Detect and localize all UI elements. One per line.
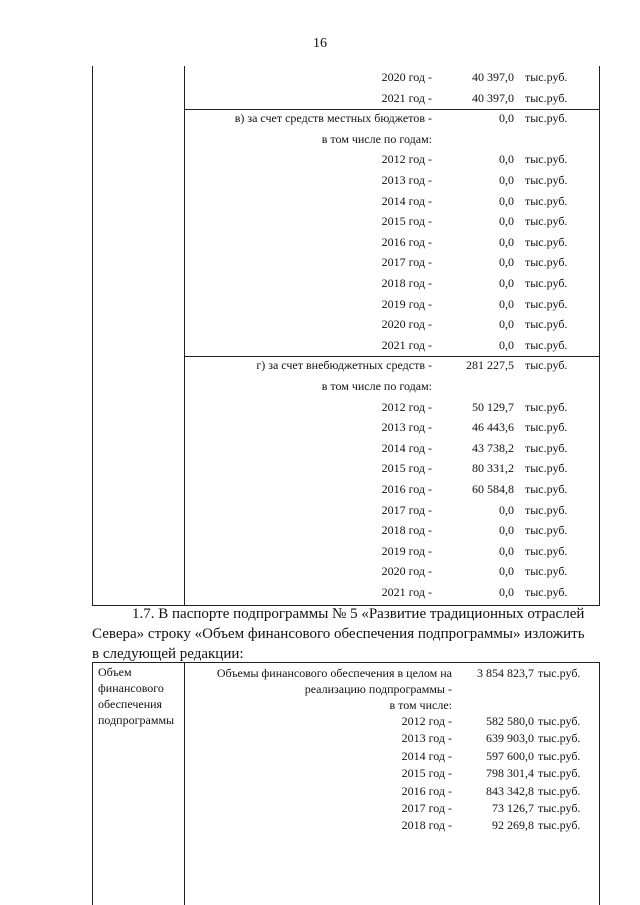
row-unit: тыс.руб. xyxy=(525,317,568,332)
row-value: 0,0 xyxy=(499,564,514,579)
row-unit: тыс.руб. xyxy=(525,193,568,208)
row-unit: тыс.руб. xyxy=(525,337,568,352)
table-row xyxy=(92,582,600,602)
amendment-paragraph xyxy=(92,604,600,664)
table-row xyxy=(92,713,600,730)
row-value: 0,0 xyxy=(499,193,514,208)
row-unit: тыс.руб. xyxy=(525,358,568,373)
row-unit: тыс.руб. xyxy=(538,801,581,815)
row-label: 2014 год - xyxy=(381,193,432,208)
row-unit: тыс.руб. xyxy=(525,440,568,455)
row-unit: тыс.руб. xyxy=(525,173,568,187)
row-unit: тыс.руб. xyxy=(525,564,568,579)
row-label: 2015 год - xyxy=(381,214,432,229)
row-unit: тыс.руб. xyxy=(525,214,568,229)
row-unit: тыс.руб. xyxy=(525,90,568,105)
total-value: 3 854 823,7 xyxy=(477,666,534,680)
table-row xyxy=(92,397,600,417)
table-row xyxy=(92,730,600,747)
row-unit: тыс.руб. xyxy=(525,420,568,435)
row-unit: тыс.руб. xyxy=(525,276,568,290)
row-unit: тыс.руб. xyxy=(538,714,581,728)
table-row xyxy=(92,294,600,314)
row-label: 2016 год - xyxy=(381,234,432,249)
row-value: 0,0 xyxy=(499,523,514,538)
row-value: 92 269,8 xyxy=(492,818,534,833)
row-label: 2012 год - xyxy=(401,714,452,728)
row-value: 0,0 xyxy=(499,255,514,270)
row-value: 0,0 xyxy=(499,111,514,126)
table-row xyxy=(92,232,600,252)
row-unit: тыс.руб. xyxy=(538,748,581,763)
table-row xyxy=(92,88,600,108)
row-unit: тыс.руб. xyxy=(525,502,568,517)
table-row xyxy=(92,335,600,355)
total-unit: тыс.руб. xyxy=(538,666,581,680)
row-label: 2018 год - xyxy=(381,523,432,538)
row-header-line-3: обеспечения xyxy=(98,697,163,711)
row-value: 597 600,0 xyxy=(486,748,534,763)
row-label: 2019 год - xyxy=(381,543,432,558)
row-value: 0,0 xyxy=(499,214,514,229)
row-unit: тыс.руб. xyxy=(538,783,581,798)
row-unit: тыс.руб. xyxy=(525,234,568,249)
row-unit: тыс.руб. xyxy=(525,523,568,538)
row-label: 2021 год - xyxy=(381,90,432,105)
table-row xyxy=(92,314,600,334)
row-unit: тыс.руб. xyxy=(525,482,568,496)
table-row xyxy=(92,417,600,437)
description-line-2: реализацию подпрограммы - xyxy=(304,682,452,696)
row-unit: тыс.руб. xyxy=(525,461,568,476)
table-row xyxy=(92,211,600,231)
row-label: 2012 год - xyxy=(381,399,432,414)
row-value: 80 331,2 xyxy=(472,461,514,476)
table-row xyxy=(92,191,600,211)
row-label: 2014 год - xyxy=(401,748,452,763)
row-label: 2015 год - xyxy=(401,766,452,781)
row-value: 0,0 xyxy=(499,337,514,352)
row-label: г) за счет внебюджетных средств - xyxy=(256,358,432,373)
row-value: 0,0 xyxy=(499,543,514,558)
row-unit: тыс.руб. xyxy=(525,543,568,558)
table-row xyxy=(92,458,600,478)
row-unit: тыс.руб. xyxy=(525,70,568,84)
row-value: 0,0 xyxy=(499,173,514,187)
table-row xyxy=(92,541,600,561)
row-label: 2020 год - xyxy=(381,317,432,332)
description-line-3: в том числе: xyxy=(389,698,452,712)
row-header-line-2: финансового xyxy=(98,681,164,695)
row-unit: тыс.руб. xyxy=(538,766,581,781)
row-unit: тыс.руб. xyxy=(525,111,568,126)
table-row xyxy=(92,355,600,375)
table-row xyxy=(92,748,600,765)
table-row xyxy=(92,817,600,834)
row-label: 2018 год - xyxy=(381,276,432,290)
table-row xyxy=(92,479,600,499)
table-row xyxy=(92,376,600,396)
row-label: 2012 год - xyxy=(381,152,432,167)
subprogram-funding-table xyxy=(92,662,600,905)
row-unit: тыс.руб. xyxy=(525,399,568,414)
row-label: 2021 год - xyxy=(381,337,432,352)
row-unit: тыс.руб. xyxy=(525,152,568,167)
row-label: 2013 год - xyxy=(401,731,452,746)
row-value: 0,0 xyxy=(499,502,514,517)
table-row xyxy=(92,170,600,190)
row-value: 0,0 xyxy=(499,152,514,167)
row-value: 40 397,0 xyxy=(472,90,514,105)
row-value: 0,0 xyxy=(499,585,514,599)
table-row xyxy=(92,273,600,293)
row-label: 2013 год - xyxy=(381,420,432,435)
paragraph-line-1: 1.7. В паспорте подпрограммы № 5 «Развитие традиционных отраслей xyxy=(132,606,585,622)
table-row xyxy=(92,561,600,581)
row-label: 2020 год - xyxy=(381,564,432,579)
table-row xyxy=(92,800,600,817)
row-label: 2015 год - xyxy=(381,461,432,476)
total-row xyxy=(92,665,600,682)
row-label: 2019 год - xyxy=(381,296,432,311)
row-unit: тыс.руб. xyxy=(538,731,581,746)
row-value: 43 738,2 xyxy=(472,440,514,455)
row-label: 2016 год - xyxy=(401,783,452,798)
paragraph-line-3: в следующей редакции: xyxy=(92,646,244,662)
table-row xyxy=(92,67,600,87)
row-label: 2021 год - xyxy=(381,585,432,599)
row-label: в) за счет средств местных бюджетов - xyxy=(234,111,432,126)
table-row xyxy=(92,783,600,800)
row-value: 0,0 xyxy=(499,317,514,332)
row-value: 0,0 xyxy=(499,296,514,311)
table-row xyxy=(92,149,600,169)
row-label: 2014 год - xyxy=(381,440,432,455)
row-label: 2018 год - xyxy=(401,818,452,833)
table-border-top xyxy=(92,662,600,663)
row-value: 798 301,4 xyxy=(486,766,534,781)
row-value: 843 342,8 xyxy=(486,783,534,798)
row-label: 2016 год - xyxy=(381,482,432,496)
row-value: 50 129,7 xyxy=(472,399,514,414)
row-value: 46 443,6 xyxy=(472,420,514,435)
row-value: 40 397,0 xyxy=(472,70,514,84)
page-number: 16 xyxy=(313,36,327,51)
row-value: 73 126,7 xyxy=(492,801,534,815)
description-line-1: Объемы финансового обеспечения в целом на xyxy=(216,666,452,680)
row-value: 0,0 xyxy=(499,234,514,249)
table-row xyxy=(92,765,600,782)
row-value: 0,0 xyxy=(499,276,514,290)
table-row xyxy=(92,108,600,128)
row-value: 582 580,0 xyxy=(486,714,534,728)
row-value: 281 227,5 xyxy=(466,358,514,373)
row-label: 2017 год - xyxy=(381,255,432,270)
table-row xyxy=(92,520,600,540)
row-label: в том числе по годам: xyxy=(321,131,432,146)
row-value: 639 903,0 xyxy=(486,731,534,746)
paragraph-line-2: Севера» строку «Объем финансового обеспечения подпрограммы» изложить xyxy=(92,626,585,642)
funding-table-continued xyxy=(92,66,600,606)
row-header-line-1: Объем xyxy=(98,665,132,679)
table-row xyxy=(92,129,600,149)
row-label: 2013 год - xyxy=(381,173,432,187)
row-unit: тыс.руб. xyxy=(525,296,568,311)
row-label: 2017 год - xyxy=(401,801,452,815)
row-unit: тыс.руб. xyxy=(525,585,568,599)
row-label: в том числе по годам: xyxy=(321,379,432,393)
row-label: 2017 год - xyxy=(381,502,432,517)
row-unit: тыс.руб. xyxy=(538,818,581,833)
table-row xyxy=(92,500,600,520)
table-row xyxy=(92,252,600,272)
row-value: 60 584,8 xyxy=(472,482,514,496)
row-header-line-4: подпрограммы xyxy=(98,713,175,727)
row-unit: тыс.руб. xyxy=(525,255,568,270)
table-row xyxy=(92,438,600,458)
row-label: 2020 год - xyxy=(381,70,432,84)
